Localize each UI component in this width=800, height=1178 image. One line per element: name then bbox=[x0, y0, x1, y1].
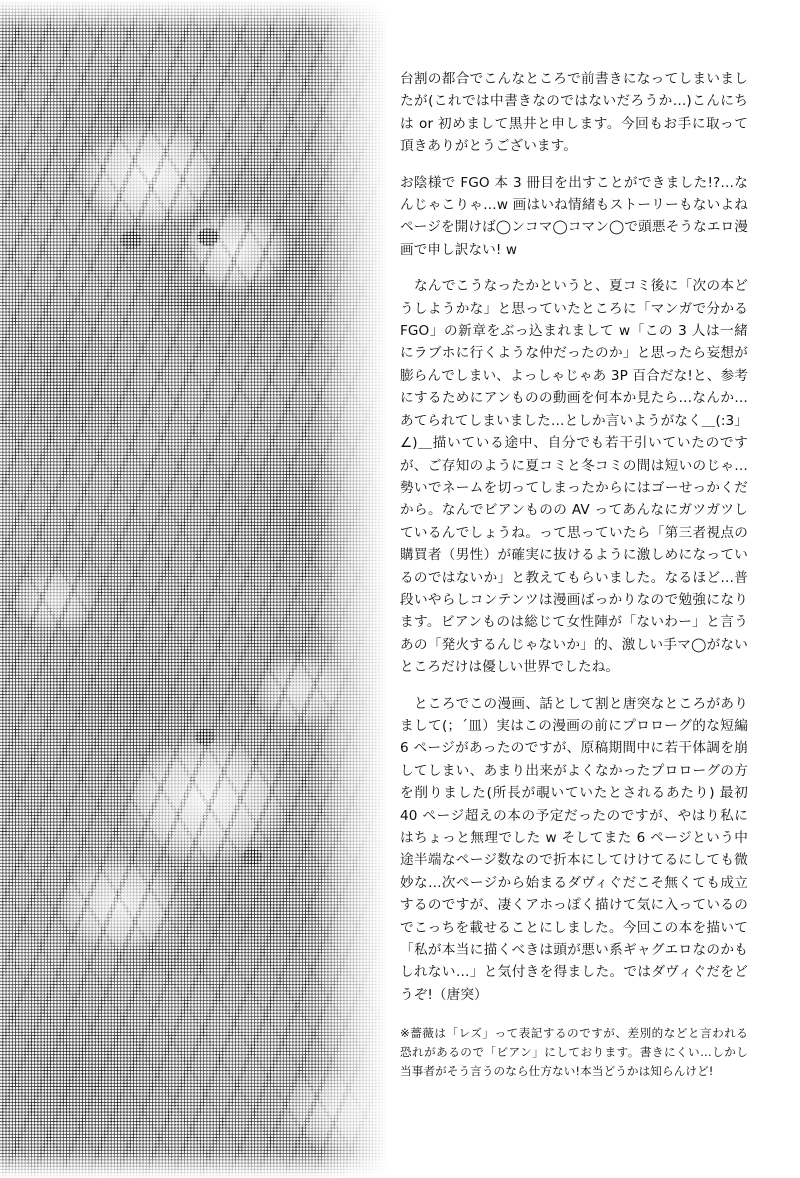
illustration-right-fade bbox=[314, 0, 388, 1178]
afterword-paragraph-4: ところでこの漫画、話として割と唐突なところがありまして(；´皿）実はこの漫画の前にプロローグ的な短編 6 ページがあったのですが、原稿期間中に若干体調を崩してしまい、あまり出来がよくなかったプロローグの方を削りました(所長が覗いていたとされるあたり) 最初 40 ページ超えの本の予定だったのですが、やはり私にはちょっと無理でした w そしてまた 6 ページという中途半端なページ数なので折本にしてけけてるにしても微妙な…次ページから始まるダヴィぐだこそ無くても成立するのですが、凄くアホっぽく描けて気に入っているのでこっちを載せることにしました。今回この本を描いて「私が本当に描くべきは頭が悪い系ギャグエロなのかもしれない…」と気付きを得ました。ではダヴィぐだをどうぞ!（唐突） bbox=[400, 695, 748, 1003]
afterword-paragraph-3: なんでこうなったかというと、夏コミ後に「次の本どうしようかな」と思っていたところに「マンガで分かる FGO」の新章をぶっ込まれまして w「この 3 人は一緒にラブホに行くような仲だったのか」と思ったら妄想が膨らんでしまい、よっしゃじゃあ 3P 百合だな!と、参考にするためにアンものの動画を何本か見たら…なんか…あてられてしまいました…としか言いようがなく＿(:3」∠)＿描いている途中、自分でも若干引いていたのですが、ご存知のように夏コミと冬コミの間は短いのじゃ…勢いでネームを切ってしまったからにはゴーせっかくだから。なんでビアンものの AV ってあんなにガツガツしているんでしょうね。って思っていたら「第三者視点の購買者（男性）が確実に抜けるように激しめになっているのではないか」と教えてもらいました。なるほど…普段いやらしコンテンツは漫画ばっかりなので勉強になります。ビアンものは総じて女性陣が「ないわー」と言うあの「発火するんじゃないか」的、激しい手マ◯がないところだけは優しい世界でしたね。 bbox=[400, 278, 748, 676]
afterword-paragraph-1: 台割の都合でこんなところで前書きになってしまいましたが(これでは中書きなのではないだろうか…)こんにちは or 初めまして黒井と申します。今回もお手に取って頂きありがとうございます。 bbox=[400, 71, 748, 155]
afterword-text-column bbox=[400, 68, 748, 1095]
illustration-panel bbox=[0, 0, 388, 1178]
afterword-paragraph-2: お陰様で FGO 本 3 冊目を出すことができました!?…なんじゃこりゃ…w 画はいね情緒もストーリーもないよねページを開けば◯ンコマ◯コマン◯で頭悪そうなエロ漫画で申し訳ない! w bbox=[400, 174, 748, 258]
afterword-footnote: ※薔薇は「レズ」って表記するのですが、差別的などと言われる恐れがあるので「ビアン」にしております。書きにくい…しかし当事者がそう言うのなら仕方ない!本当どうかは知らんけど! bbox=[400, 1026, 748, 1079]
